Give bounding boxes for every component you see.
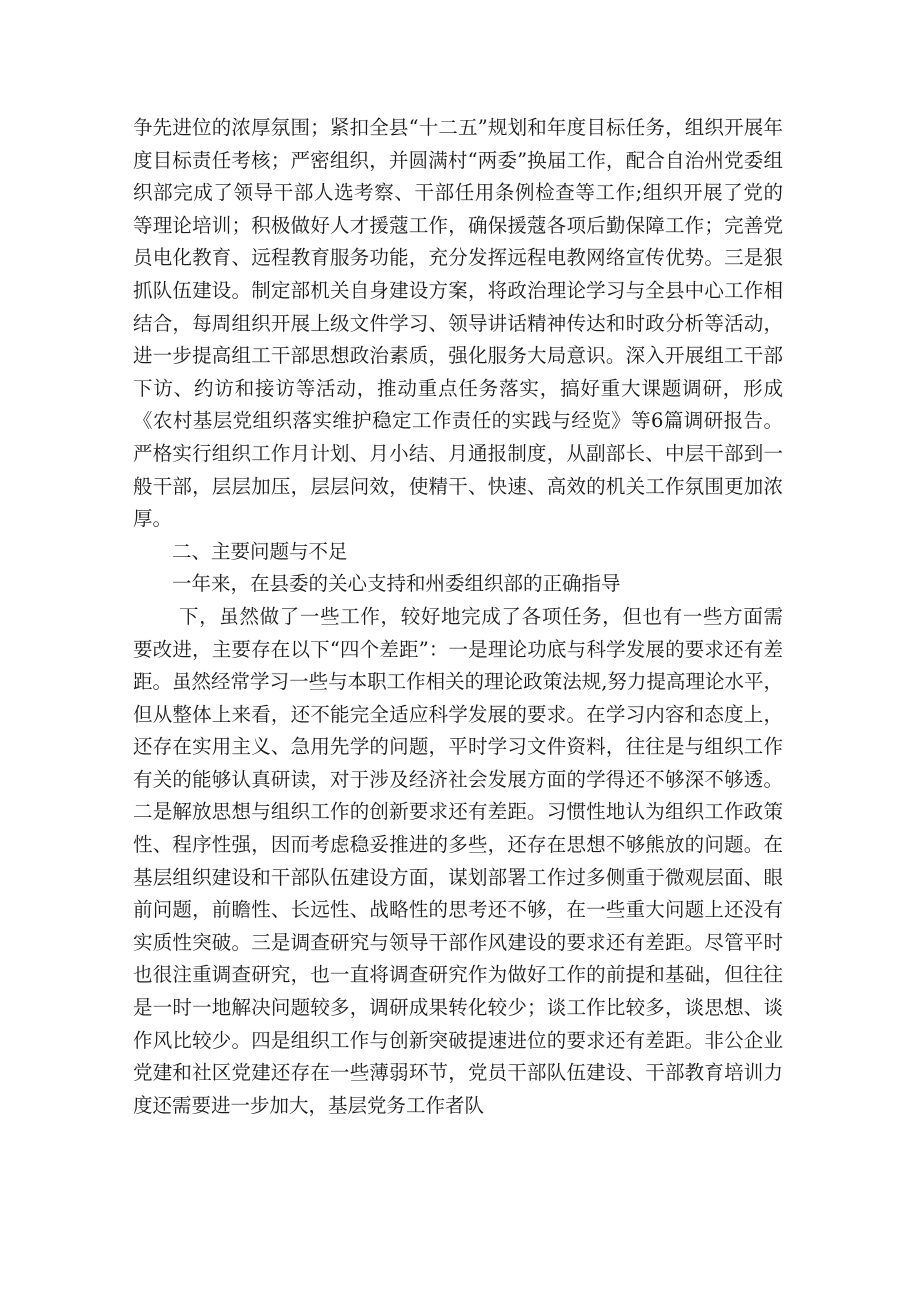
paragraph-work-summary: 争先进位的浓厚氛围；紧扣全县“十二五”规划和年度目标任务，组织开展年度目标责任考核；严密组织，并圆满村“两委”换届工作，配合自治州党委组织部完成了领导干部人选考察、干部任用条例检查等工作;组织开展了党的等理论培训；积极做好人才援蔻工作，确保援蔻各项后勤保障工作；完善党员电化教育、远程教育服务功能，充分发挥远程电教网络宣传优势。三是狠抓队伍建设。制定部机关自身建设方案，将政治理论学习与全县中心工作相结合，每周组织开展上级文件学习、领导讲话精神传达和时政分析等活动，进一步提高组工干部思想政治素质，强化服务大局意识。深入开展组工干部下访、约访和接访等活动，推动重点任务落实，搞好重大课题调研，形成《农村基层党组织落实维护稳定工作责任的实践与经览》等6篇调研报告。严格实行组织工作月计划、月小结、月通报制度，从副部长、中层干部到一般干部，层层加压，层层问效，使精干、快速、高效的机关工作氛围更加浓厚。: [133, 116, 783, 531]
document-body: [133, 112, 783, 1122]
paragraph-four-gaps: 下，虽然做了一些工作，较好地完成了各项任务，但也有一些方面需要改进，主要存在以下“四个差距”：一是理论功底与科学发展的要求还有差距。虽然经常学习一些与本职工作相关的理论政策法规,努力提高理论水平，但从整体上来看，还不能完全适应科学发展的要求。在学习内容和态度上，还存在实用主义、急用先学的问题，平时学习文件资料，往往是与组织工作有关的能够认真研读，对于涉及经济社会发展方面的学得还不够深不够透。二是解放思想与组织工作的创新要求还有差距。习惯性地认为组织工作政策性、程序性强，因而考虑稳妥推进的多些，还存在思想不够熊放的问题。在基层组织建设和干部队伍建设方面，谋划部署工作过多侧重于微观层面、眼前问题，前瞻性、长远性、战略性的思考还不够，在一些重大问题上还没有实质性突破。三是调查研究与领导干部作风建设的要求还有差距。尽管平时也很注重调查研究，也一直将调查研究作为做好工作的前提和基础，但往往是一时一地解决问题较多，调研成果转化较少；谈工作比较多，谈思想、谈作风比较少。四是组织工作与创新突破提速进位的要求还有差距。非公企业党建和社区党建还存在一些薄弱环节，党员干部队伍建设、干部教育培训力度还需要进一步加大，基层党务工作者队: [133, 604, 783, 1117]
section-heading-problems: 二、主要问题与不足: [172, 539, 348, 563]
paragraph-intro-line: 一年来，在县委的关心支持和州委组织部的正确指导: [172, 572, 621, 596]
